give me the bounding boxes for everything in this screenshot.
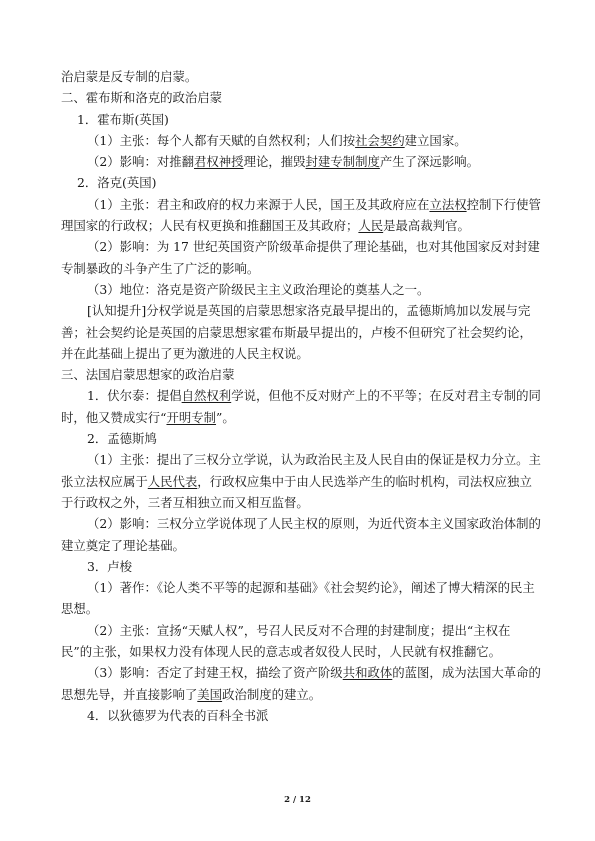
subsection-heading (61, 109, 541, 130)
text: ，行政权应集中于由人民选举产生的临时机构，司法权应独立于行政权之外，三者互相独立而又相互监督。 (61, 473, 532, 510)
underlined-term: 人民 (358, 218, 384, 234)
text: （2）影响：为 17 世纪英国资产阶级革命提供了理论基础，也对其他国家反对封建专制暴政的斗争产生了广泛的影响。 (61, 239, 540, 276)
paragraph (61, 513, 541, 556)
section-heading (61, 87, 541, 108)
underlined-term: 封建专制制度 (305, 154, 380, 170)
text: 产生了深远影响。 (379, 154, 479, 170)
text: 理论，摧毁 (243, 154, 306, 170)
text: 3．卢梭 (87, 558, 133, 574)
text: 是最高裁判官。 (383, 218, 470, 234)
page-number: 2 / 12 (284, 795, 311, 805)
underlined-term: 美国 (197, 686, 223, 702)
subsection-heading (61, 556, 541, 577)
text: （2）影响：对推翻 (87, 154, 195, 170)
text-line (61, 66, 541, 87)
subsection-heading (61, 428, 541, 449)
paragraph (61, 151, 541, 172)
text: 建立国家。 (404, 132, 467, 148)
underlined-term: 立法权 (429, 196, 467, 212)
text: ”。 (216, 409, 235, 425)
paragraph (61, 130, 541, 151)
text: 治启蒙是反专制的启蒙。 (61, 69, 198, 84)
text: 政治制度的建立。 (222, 686, 322, 702)
text: 2．洛克(英国) (77, 175, 157, 191)
underlined-term: 自然权利 (181, 388, 232, 404)
text: （3）影响：否定了封建王权，描绘了资产阶级 (87, 665, 343, 681)
text: [认知提升]分权学说是英国的启蒙思想家洛克最早提出的，孟德斯鸠加以发展与完善；社会契约论是英国的启蒙思想家霍布斯最早提出的，卢梭不但研究了社会契约论，并在此基础上提出了更为激进的人民主权说。 (61, 303, 532, 361)
text: 2．孟德斯鸠 (87, 431, 157, 447)
section-heading (61, 364, 541, 385)
paragraph (61, 662, 541, 705)
text: （1）主张：提出了三权分立学说，认为政治民主及人民自由的保证是权力分立。主张立法权应属于 (61, 452, 541, 489)
text: （1）主张：君主和政府的权力来源于人民，国王及其政府应在 (87, 196, 430, 212)
text: 1．霍布斯(英国) (77, 111, 169, 127)
paragraph (61, 449, 541, 513)
text: （2）影响：三权分立学说体现了人民主权的原则，为近代资本主义国家政治体制的建立奠定了理论基础。 (61, 516, 541, 553)
text: （1）著作：《论人类不平等的起源和基础》《社会契约论》，阐述了博大精深的民主思想。 (61, 580, 535, 617)
text: 三、法国启蒙思想家的政治启蒙 (61, 367, 235, 383)
text: （1）主张：每个人都有天赋的自然权利；人们按 (87, 132, 356, 148)
paragraph (61, 385, 541, 428)
paragraph (61, 300, 541, 364)
underlined-term: 君权神授 (194, 154, 244, 170)
subsection-heading (61, 172, 541, 193)
underlined-term: 人民代表 (147, 473, 198, 489)
paragraph (61, 577, 541, 620)
text: 控制下行使管理国家的行政权；人民有权更换和推翻国王及其政府； (61, 196, 541, 234)
paragraph (61, 194, 541, 237)
text: 1．伏尔泰：提倡 (87, 388, 182, 404)
text: 二、霍布斯和洛克的政治启蒙 (61, 90, 223, 106)
underlined-term: 社会契约 (355, 132, 405, 148)
text: （2）主张：宣扬“天赋人权”，号召人民反对不合理的封建制度；提出“主权在民”的主张，如果权力没有体现人民的意志或者奴役人民时，人民就有权推翻它。 (61, 622, 511, 660)
subsection-heading (61, 705, 541, 726)
underlined-term: 共和政体 (342, 665, 393, 681)
underlined-term: 开明专制 (166, 409, 217, 425)
paragraph (61, 236, 541, 279)
text: 学说，但他不反对财产上的不平等；在反对君主专制的同时，他又赞成实行“ (61, 388, 541, 425)
text: （3）地位：洛克是资产阶级民主主义政治理论的奠基人之一。 (87, 281, 430, 297)
page-content (61, 66, 541, 726)
text: 的蓝图，成为法国大革命的思想先导，并直接影响了 (61, 665, 541, 702)
text: 4．以狄德罗为代表的百科全书派 (87, 707, 269, 723)
paragraph (61, 279, 541, 300)
paragraph (61, 620, 541, 663)
